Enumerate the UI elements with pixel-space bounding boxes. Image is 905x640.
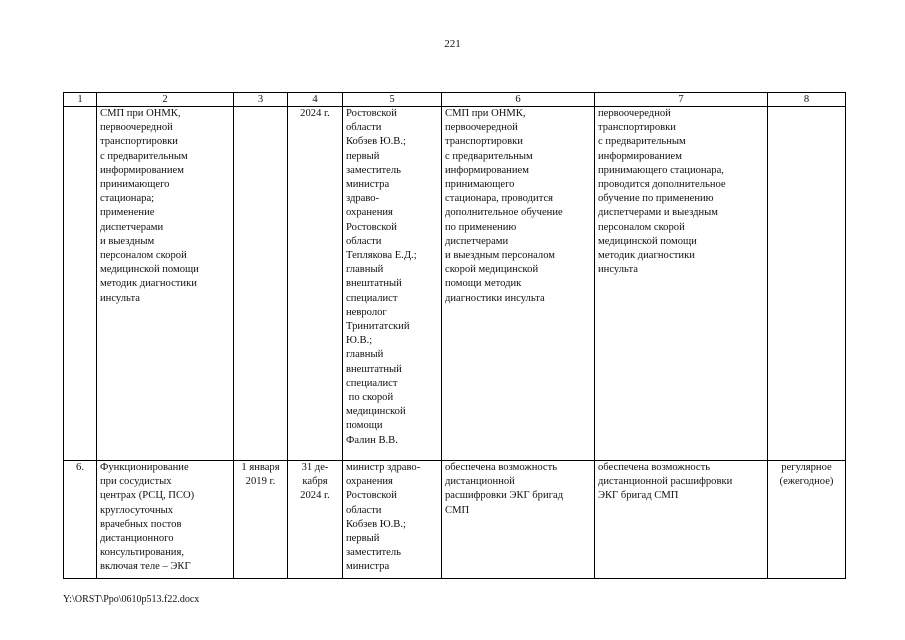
table-row <box>64 461 846 579</box>
result-cell: СМП при ОНМК, первоочередной транспортировки с предварительным информированием принимающего стационара, проводится дополнительное обучение по применению диспетчерами и выездным персоналом скорой медицинской помощи методик диагностики инсульта <box>442 107 595 461</box>
column-header: 2 <box>97 93 234 107</box>
column-number-row <box>64 93 846 107</box>
periodicity-cell <box>768 107 846 461</box>
start-date-cell: 1 января 2019 г. <box>234 461 288 579</box>
page-number: 221 <box>444 38 461 50</box>
measures-table <box>63 92 846 579</box>
start-date-cell <box>234 107 288 461</box>
result-cell: обеспечена возможность дистанционной расшифровки ЭКГ бригад СМП <box>442 461 595 579</box>
column-header: 7 <box>595 93 768 107</box>
responsible-cell: министр здраво- охранения Ростовской области Кобзев Ю.В.; первый заместитель министра <box>343 461 442 579</box>
column-header: 1 <box>64 93 97 107</box>
column-header: 8 <box>768 93 846 107</box>
periodicity-cell: регулярное (ежегодное) <box>768 461 846 579</box>
column-header: 6 <box>442 93 595 107</box>
column-header: 4 <box>288 93 343 107</box>
end-date-cell: 2024 г. <box>288 107 343 461</box>
column-header: 5 <box>343 93 442 107</box>
row-number-cell: 6. <box>64 461 97 579</box>
indicator-cell: первоочередной транспортировки с предварительным информированием принимающего стационара, проводится дополнительное обучение по применению диспетчерами и выездным персоналом скорой медицинской помощи методик диагностики инсульта <box>595 107 768 461</box>
table-row <box>64 107 846 461</box>
column-header: 3 <box>234 93 288 107</box>
indicator-cell: обеспечена возможность дистанционной расшифровки ЭКГ бригад СМП <box>595 461 768 579</box>
row-number-cell <box>64 107 97 461</box>
document-file-path: Y:\ORST\Ppo\0610p513.f22.docx <box>63 594 200 605</box>
end-date-cell: 31 де- кабря 2024 г. <box>288 461 343 579</box>
responsible-cell: Ростовской области Кобзев Ю.В.; первый заместитель министра здраво- охранения Ростовской области Теплякова Е.Д.; главный внештатный специалист невролог Тринитатский Ю.В.; главный внештатный специалист по скорой медицинской помощи Фалин В.В. <box>343 107 442 461</box>
event-cell: Функционирование при сосудистых центрах (РСЦ, ПСО) круглосуточных врачебных постов дистанционного консультирования, включая теле – ЭКГ <box>97 461 234 579</box>
event-cell: СМП при ОНМК, первоочередной транспортировки с предварительным информированием принимающего стационара; применение диспетчерами и выездным персоналом скорой медицинской помощи методик диагностики инсульта <box>97 107 234 461</box>
